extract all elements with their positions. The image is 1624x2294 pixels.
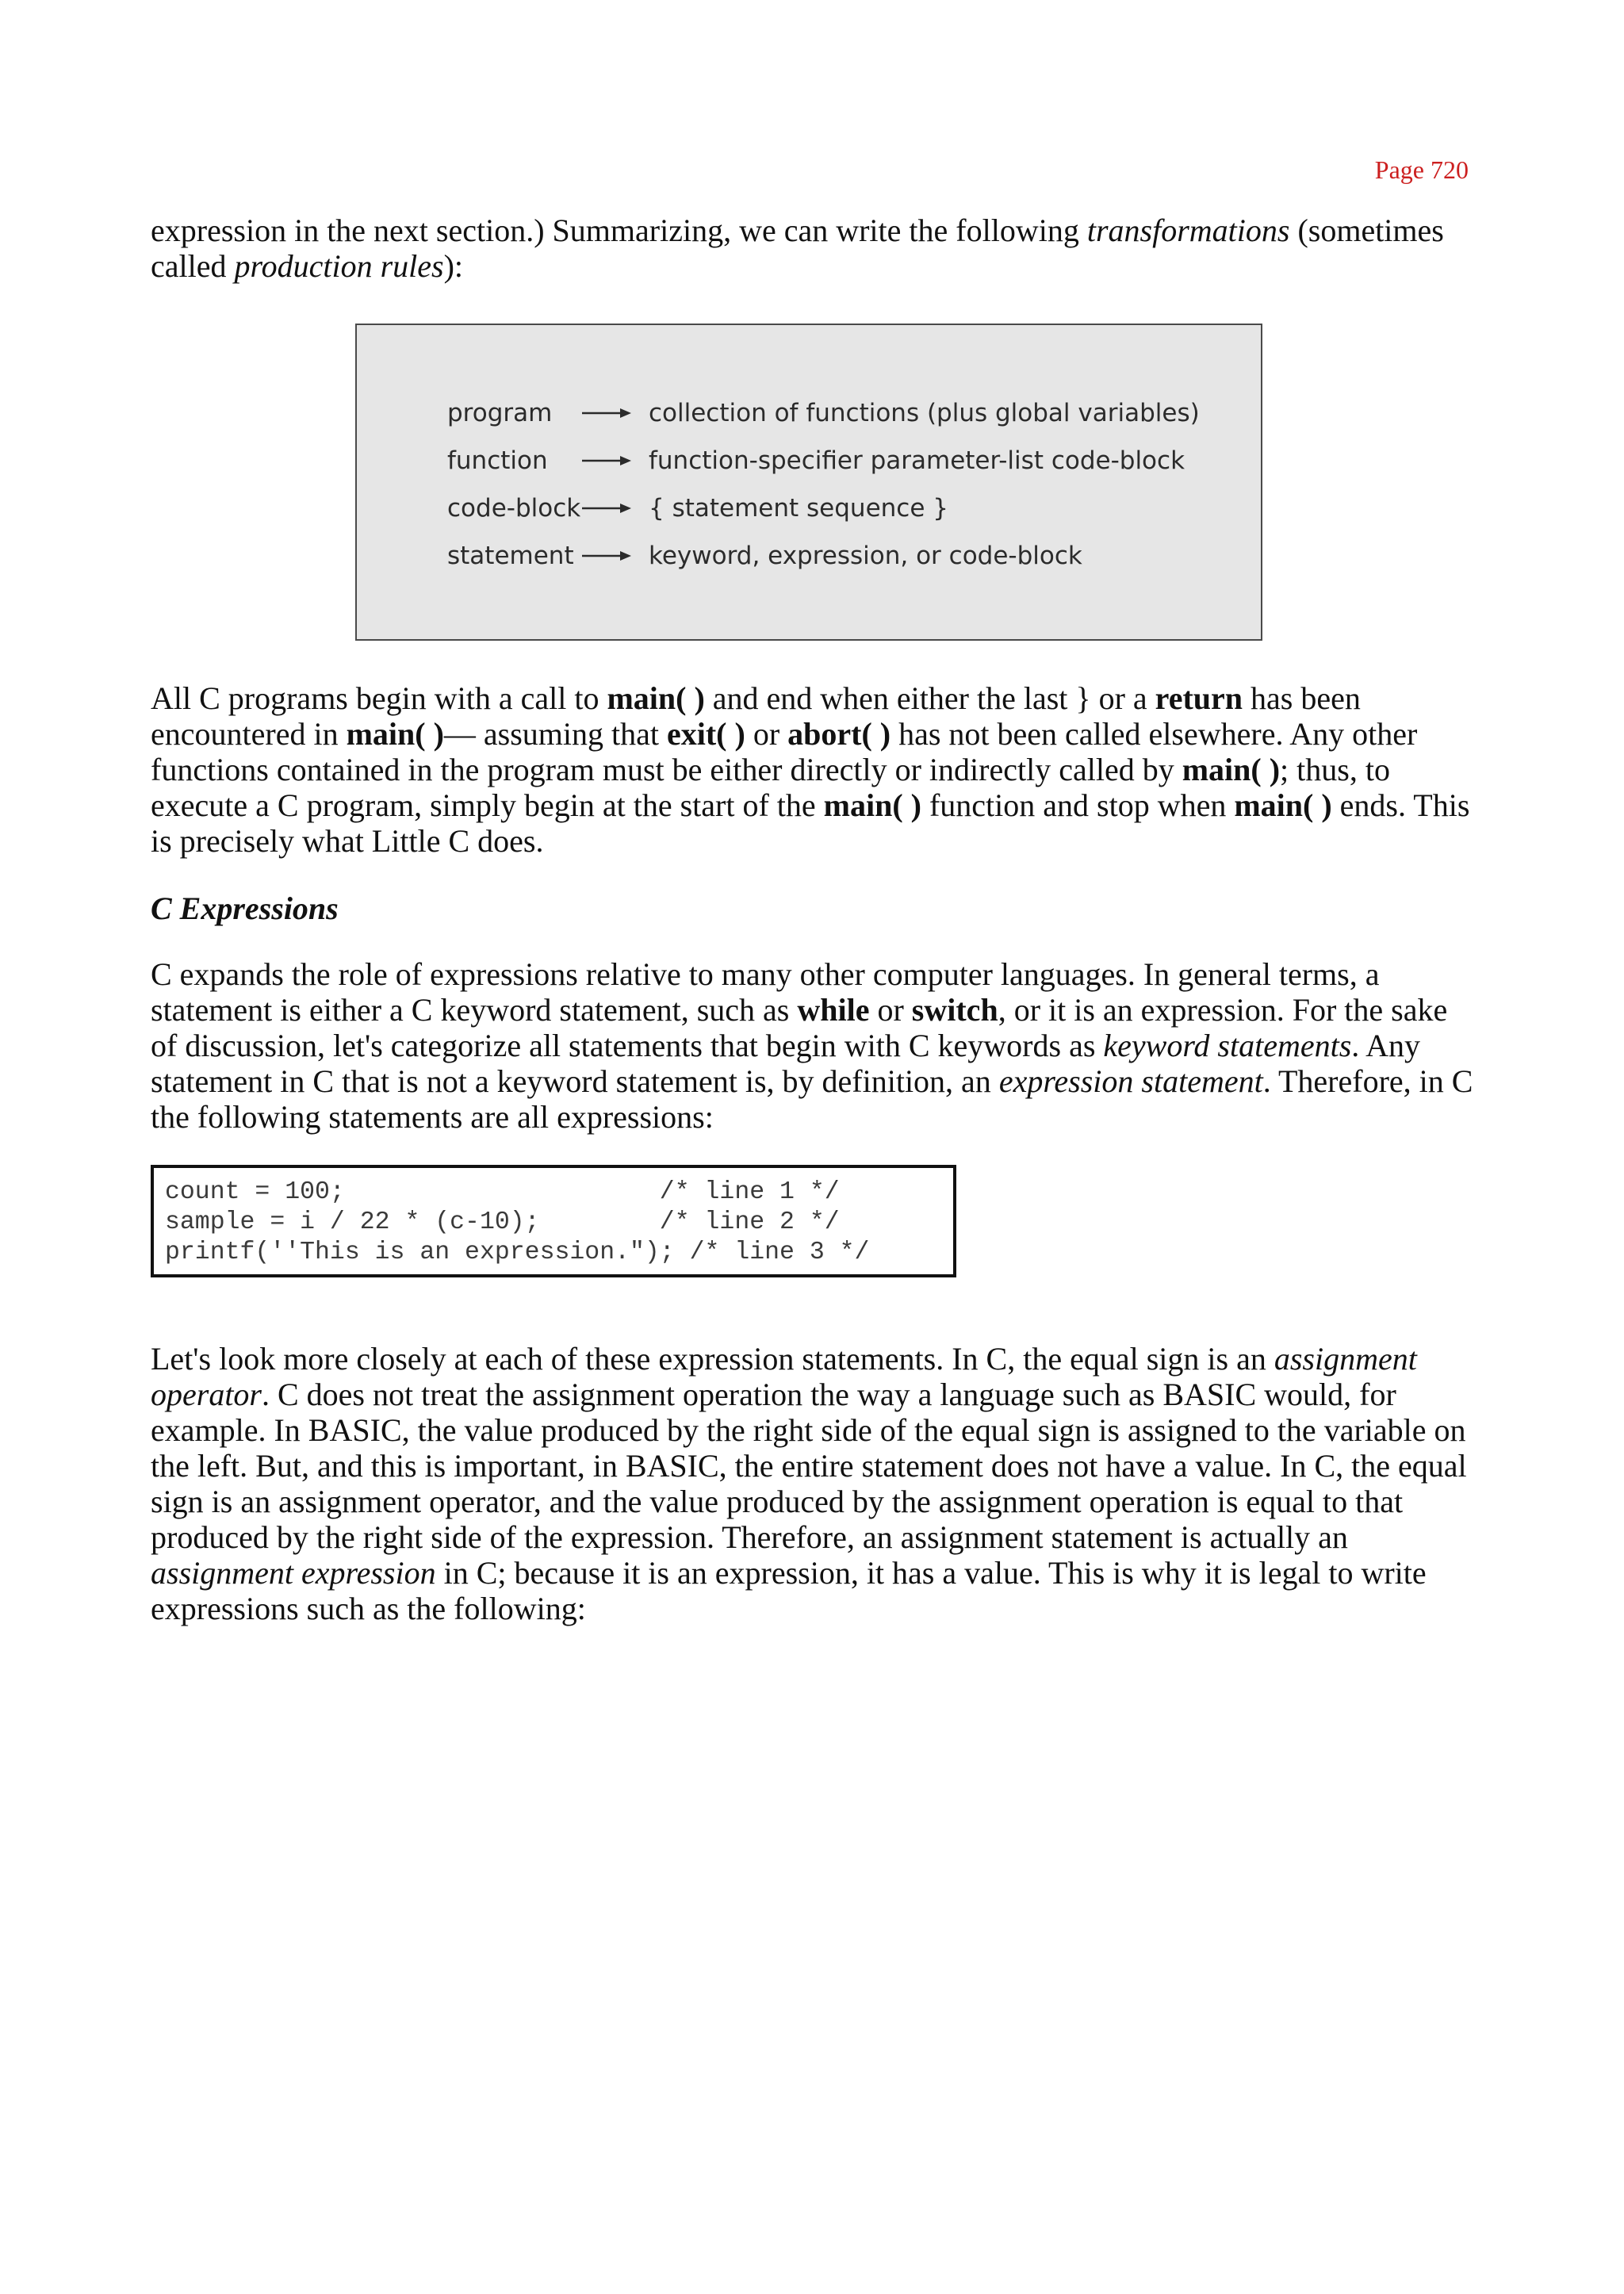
keyword-main: main( ) (823, 787, 921, 823)
rule-row-program (447, 396, 1200, 430)
text-run: Let's look more closely at each of these expression statements. In C, the equal sign is an (151, 1341, 1274, 1377)
intro-text-2: (sometimes called (151, 213, 1444, 284)
intro-text-1: expression in the next section.) Summarizing, we can write the following (151, 213, 1087, 248)
keyword-main: main( ) (1234, 787, 1332, 823)
right-arrow-icon (582, 503, 631, 514)
term-assignment-expression: assignment expression (151, 1555, 436, 1591)
right-arrow-icon (582, 550, 631, 561)
text-run: has been encountered in (151, 680, 1361, 752)
text-run: . Therefore, in C the following statements are all expressions: (151, 1063, 1473, 1135)
term-expression-statement: expression statement (998, 1063, 1263, 1099)
rule-left-term: function (447, 446, 548, 475)
rule-right-expansion: keyword, expression, or code-block (649, 541, 1082, 570)
text-run: . C does not treat the assignment operation the way a language such as BASIC would, for example. In BASIC, the value produced by the right side of the equal sign is assigned to the variable on the left. But, and this is important, in BASIC, the entire statement does not have a value. In C, the equal sign is an assignment operator, and the value produced by the assignment operation is equal to that produced by the right side of the expression. Therefore, an assignment statement is actually an (151, 1377, 1467, 1555)
keyword-main: main( ) (1182, 752, 1281, 787)
intro-text-3: ): (443, 248, 463, 284)
text-run: or (745, 716, 788, 752)
production-rules-figure (355, 324, 1262, 641)
text-run: . Any statement in C that is not a keyword statement is, by definition, an (151, 1028, 1420, 1099)
right-arrow-icon (582, 455, 631, 466)
keyword-abort: abort( ) (787, 716, 891, 752)
rule-row-statement (447, 539, 1082, 573)
code-line-1: count = 100; /* line 1 */ (165, 1178, 840, 1206)
text-run: , or it is an expression. For the sake of discussion, let's categorize all statements that begin with C keywords as (151, 992, 1448, 1063)
rule-row-code-block (447, 492, 948, 525)
intro-paragraph (151, 213, 1473, 284)
rule-left-term: code-block (447, 493, 581, 523)
text-run: ; thus, to execute a C program, simply begin at the start of the (151, 752, 1390, 823)
text-run: All C programs begin with a call to (151, 680, 607, 716)
text-run: and end when either the last } or a (704, 680, 1155, 716)
keyword-exit: exit( ) (666, 716, 745, 752)
rule-right-expansion: function-specifier parameter-list code-block (649, 446, 1185, 475)
code-line-3: printf(''This is an expression."); /* line 3 */ (165, 1239, 870, 1266)
rule-right-expansion: collection of functions (plus global variables) (649, 398, 1200, 427)
code-line-2: sample = i / 22 * (c-10); /* line 2 */ (165, 1208, 840, 1236)
assignment-paragraph (151, 1341, 1473, 1626)
rule-left-term: program (447, 398, 553, 427)
main-function-paragraph (151, 680, 1473, 859)
rule-left-term: statement (447, 541, 574, 570)
text-run: — assuming that (443, 716, 667, 752)
rule-row-function (447, 444, 1185, 477)
term-transformations: transformations (1086, 213, 1290, 248)
term-keyword-statements: keyword statements (1103, 1028, 1352, 1063)
term-production-rules: production rules (234, 248, 444, 284)
term-assignment-operator: assignment operator (151, 1341, 1417, 1412)
text-run: C expands the role of expressions relative to many other computer languages. In general terms, a statement is either a C keyword statement, such as (151, 956, 1380, 1028)
keyword-main: main( ) (607, 680, 705, 716)
page-content (151, 213, 1473, 1626)
text-run: function and stop when (921, 787, 1235, 823)
keyword-while: while (797, 992, 870, 1028)
text-run: in C; because it is an expression, it has a value. This is why it is legal to write expressions such as the following: (151, 1555, 1427, 1626)
right-arrow-icon (582, 408, 631, 419)
rule-right-expansion: { statement sequence } (649, 493, 948, 523)
expressions-paragraph (151, 956, 1473, 1135)
keyword-return: return (1155, 680, 1243, 716)
text-run: ends. This is precisely what Little C does. (151, 787, 1470, 859)
keyword-switch: switch (911, 992, 998, 1028)
code-example (151, 1165, 956, 1277)
text-run: has not been called elsewhere. Any other functions contained in the program must be either directly or indirectly called by (151, 716, 1418, 787)
text-run: or (869, 992, 912, 1028)
keyword-main: main( ) (346, 716, 444, 752)
section-heading: C Expressions (151, 890, 339, 926)
page-number: Page 720 (1374, 155, 1469, 184)
